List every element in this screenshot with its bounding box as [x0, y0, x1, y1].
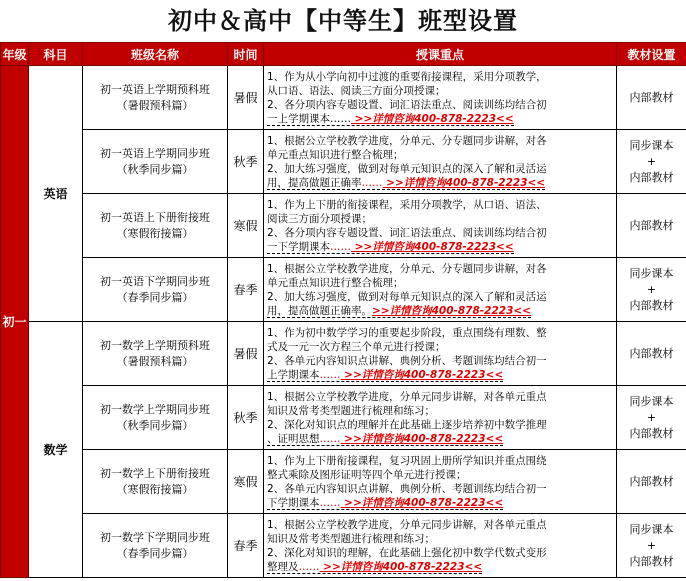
material-text: 内部教材 [629, 298, 674, 312]
material-cell [617, 258, 686, 322]
class-name-cell [83, 514, 228, 578]
class-name: 初一英语下学期同步班 [100, 274, 210, 288]
page-title: 初中＆高中【中等生】班型设置 [168, 7, 518, 35]
material-plus: + [646, 538, 657, 552]
material-text: 内部教材 [629, 218, 674, 232]
focus-line: 2、各单元内容知识点讲解、典例分析、考题训练均结合初一 [267, 482, 547, 495]
focus-cell [264, 322, 617, 386]
header-grade: 年级 [1, 43, 29, 66]
material-text: 内部教材 [629, 90, 674, 104]
focus-cell [264, 386, 617, 450]
focus-line: 2、各单元内容知识点讲解、典例分析、考题训练均结合初一 [267, 354, 547, 367]
material-text: 同步课本 [629, 522, 674, 536]
class-name: 初一数学下学期同步班 [100, 530, 210, 544]
consult-link[interactable]: >>详情咨询400-878-2223<< [351, 240, 514, 253]
focus-cell [264, 130, 617, 194]
header-teaching-focus: 授课重点 [264, 43, 617, 66]
class-name: 初一数学上学期同步班 [100, 402, 210, 416]
season-cell: 寒假 [228, 194, 264, 258]
focus-line: 2、加大练习强度，做到对每单元知识点的深入了解和灵活运 [267, 290, 547, 303]
material-cell [617, 66, 686, 130]
consult-link[interactable]: >>详情咨询400-878-2223<< [319, 560, 483, 573]
season-cell: 春季 [228, 258, 264, 322]
focus-cell [264, 514, 617, 578]
focus-cell [264, 194, 617, 258]
header-time: 时间 [228, 43, 264, 66]
focus-line: 单元重点知识进行整合梳理； [267, 148, 404, 161]
table-row [1, 386, 686, 450]
table-row [1, 258, 686, 322]
class-name: 初一英语上学期预科班 [100, 82, 210, 96]
material-cell [617, 322, 686, 386]
header-materials: 教材设置 [617, 43, 686, 66]
season-cell: 暑假 [228, 322, 264, 386]
table-row [1, 130, 686, 194]
material-cell [617, 194, 686, 258]
class-name-cell [83, 450, 228, 514]
consult-link[interactable]: >>详情咨询400-878-2223<< [340, 368, 504, 381]
class-subtitle: （秋季同步篇） [116, 162, 194, 176]
season-cell: 秋季 [228, 386, 264, 450]
class-subtitle: （秋季同步篇） [116, 418, 194, 432]
season-cell: 寒假 [228, 450, 264, 514]
class-name: 初一英语上学期同步班 [100, 146, 210, 160]
class-name-cell [83, 258, 228, 322]
class-name: 初一数学上学期预科班 [100, 338, 210, 352]
material-cell [617, 450, 686, 514]
header-subject: 科目 [29, 43, 83, 66]
material-text: 内部教材 [629, 554, 674, 568]
dash-mark: …… [319, 368, 341, 381]
focus-line: 1、作为上下册衔接课程，复习巩固上册所学知识并重点围绕 [267, 454, 547, 467]
material-cell [617, 130, 686, 194]
consult-link[interactable]: >>详情咨询400-878-2223<< [372, 304, 531, 317]
focus-line: 、证明思想 [267, 432, 320, 445]
focus-cell [264, 450, 617, 514]
material-text: 内部教材 [629, 170, 674, 184]
class-subtitle: （暑假预科篇） [116, 98, 194, 112]
class-subtitle: （春季同步篇） [116, 290, 194, 304]
focus-line: 1、根据公立学校教学进度，分单元、分专题同步讲解，对各 [267, 262, 547, 275]
class-subtitle: （暑假预科篇） [116, 354, 194, 368]
focus-line: 2、各分项内容专题设置、词汇语法重点、阅读训练均结合初 [267, 226, 547, 239]
dash-mark: …… [330, 240, 351, 253]
focus-line: 2、深化对知识点的理解并在此基础上逐步培养初中数学推理 [267, 418, 547, 431]
focus-line: 用，提高做题正确率。 [267, 304, 372, 317]
focus-line: 2、加大练习强度，做到对每单元知识点的深入了解和灵活运 [267, 162, 547, 175]
consult-link[interactable]: >>详情咨询400-878-2223<< [351, 112, 514, 125]
season-cell: 暑假 [228, 66, 264, 130]
material-plus: + [646, 282, 657, 296]
material-plus: + [646, 154, 657, 168]
focus-line: 1、根据公立学校教学进度，分单元、分专题同步讲解，对各 [267, 134, 547, 147]
consult-link[interactable]: >>详情咨询400-878-2223<< [340, 432, 504, 445]
table-row [1, 514, 686, 578]
focus-line: 整理及 [267, 560, 299, 573]
table-row [1, 450, 686, 514]
subject-cell-english: 英语 [29, 66, 83, 322]
focus-line: 1、作为从小学向初中过渡的重要衔接课程，采用分项教学， [267, 70, 547, 83]
material-text: 同步课本 [629, 266, 674, 280]
focus-line: 上学期课本 [267, 368, 320, 381]
focus-line: 用，提高做题正确率 [267, 176, 362, 189]
focus-line: 知识及常考类型题进行梳理和练习； [267, 404, 435, 417]
dash-mark: …… [361, 176, 383, 189]
focus-line: 下学期课本 [267, 496, 320, 509]
focus-line: 1、作为上下册的衔接课程，采用分项教学，从口语、语法、 [267, 198, 547, 211]
material-text: 同步课本 [629, 394, 674, 408]
focus-line: 1、根据公立学校教学进度，分单元同步讲解，对各单元重点 [267, 390, 547, 403]
focus-line: 2、深化对知识的理解，在此基础上强化初中数学代数式变形 [267, 546, 547, 559]
class-name-cell [83, 322, 228, 386]
material-plus: + [646, 410, 657, 424]
season-cell: 春季 [228, 514, 264, 578]
focus-line: 一上学期课本…… [267, 112, 351, 125]
class-name-cell [83, 66, 228, 130]
focus-cell [264, 66, 617, 130]
focus-line: 单元重点知识进行整合梳理； [267, 276, 404, 289]
focus-line: 2、各分项内容专题设置、词汇语法重点、阅读训练均结合初 [267, 98, 547, 111]
material-text: 内部教材 [629, 426, 674, 440]
focus-cell [264, 258, 617, 322]
consult-link[interactable]: >>详情咨询400-878-2223<< [382, 176, 546, 189]
material-text: 同步课本 [629, 138, 674, 152]
consult-link[interactable]: >>详情咨询400-878-2223<< [340, 496, 504, 509]
table-row [1, 66, 686, 130]
focus-line: 一下学期课本 [267, 240, 330, 253]
dash-mark: …… [319, 432, 341, 445]
material-text: 内部教材 [629, 346, 674, 360]
class-name-cell [83, 130, 228, 194]
focus-line: 1、作为初中数学学习的重要起步阶段，重点围绕有理数、整 [267, 326, 547, 339]
dash-mark: …… [298, 560, 320, 573]
material-cell [617, 386, 686, 450]
focus-line: 从口语、语法、阅读三方面分项授课； [267, 84, 446, 97]
header-class-name: 班级名称 [83, 43, 228, 66]
class-name-cell [83, 194, 228, 258]
table-row [1, 322, 686, 386]
grade-cell: 初一 [1, 66, 29, 578]
focus-line: 式及一元一次方程三个单元进行授课； [267, 340, 446, 353]
class-subtitle: （寒假衔接篇） [116, 226, 194, 240]
season-cell: 秋季 [228, 130, 264, 194]
focus-line: 整式乘除及图形证明等四个单元进行授课； [267, 468, 467, 481]
class-name: 初一数学上下册衔接班 [100, 466, 210, 480]
focus-line: 阅读三方面分项授课； [267, 212, 372, 225]
material-text: 内部教材 [629, 474, 674, 488]
header-row [1, 43, 686, 66]
focus-line: 1、根据公立学校教学进度，分单元同步讲解，对各单元重点 [267, 518, 547, 531]
table-row [1, 194, 686, 258]
class-schedule-table [0, 42, 686, 578]
class-name: 初一英语上下册衔接班 [100, 210, 210, 224]
subject-cell-math: 数学 [29, 322, 83, 578]
dash-mark: …… [319, 496, 341, 509]
focus-line: 知识及常考类型题进行梳理和练习； [267, 532, 435, 545]
class-name-cell [83, 386, 228, 450]
material-cell [617, 514, 686, 578]
class-subtitle: （春季同步篇） [116, 546, 194, 560]
class-subtitle: （寒假衔接篇） [116, 482, 194, 496]
